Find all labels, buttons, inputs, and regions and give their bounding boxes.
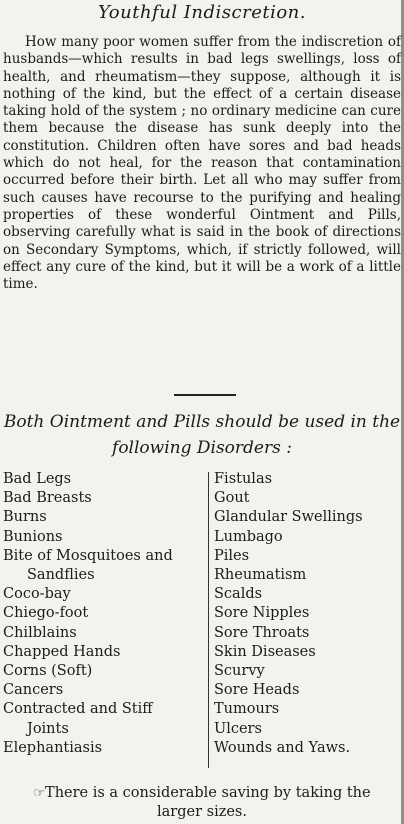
disorders-heading-line2: following Disorders : xyxy=(112,438,292,458)
disorders-list-left xyxy=(3,470,209,758)
disorder-item: Corns (Soft) xyxy=(3,663,93,680)
disorders-list-right xyxy=(214,470,402,758)
disorders-heading-line1: Both Ointment and Pills should be used in the xyxy=(3,412,401,432)
disorder-item: Bite of Mosquitoes and xyxy=(3,547,173,564)
disorder-item: Sore Throats xyxy=(214,624,310,641)
disorder-item: Glandular Swellings xyxy=(214,509,363,526)
pointing-hand-icon: ☞ xyxy=(33,786,46,801)
column-divider xyxy=(208,472,209,768)
disorder-item: Piles xyxy=(214,547,250,564)
disorder-item: Bad Breasts xyxy=(3,490,92,507)
disorder-item: Wounds and Yaws. xyxy=(214,739,351,756)
disorder-item: Chilblains xyxy=(3,624,77,641)
saving-note-line2: larger sizes. xyxy=(157,804,247,820)
section-divider xyxy=(174,394,236,396)
disorder-item: Sore Nipples xyxy=(214,605,310,622)
disorder-item: Ulcers xyxy=(214,720,262,737)
disorder-item: Sandflies xyxy=(27,567,95,584)
disorder-item: Scurvy xyxy=(214,663,265,680)
disorder-item: Sore Heads xyxy=(214,682,300,699)
disorder-item: Rheumatism xyxy=(214,567,307,584)
disorder-item: Gout xyxy=(214,490,250,507)
disorder-item: Coco-bay xyxy=(3,586,71,603)
saving-note xyxy=(0,784,404,821)
disorder-item: Chapped Hands xyxy=(3,643,121,660)
disorder-item: Bad Legs xyxy=(3,471,72,487)
disorder-item: Skin Diseases xyxy=(214,643,316,660)
article-title: Youthful Indiscretion. xyxy=(97,2,306,23)
disorder-item: Scalds xyxy=(214,586,263,603)
disorder-item: Tumours xyxy=(214,701,280,718)
disorder-item: Burns xyxy=(3,509,47,526)
disorder-item: Fistulas xyxy=(214,471,273,487)
disorder-item: Bunions xyxy=(3,528,63,545)
disorder-item: Contracted and Stiff xyxy=(3,701,153,718)
disorder-item: Lumbago xyxy=(214,528,283,545)
saving-note-line1: There is a considerable saving by taking the xyxy=(45,785,371,801)
disorder-item: Elephantiasis xyxy=(3,739,103,756)
disorder-item: Cancers xyxy=(3,682,64,699)
disorder-item: Joints xyxy=(27,720,69,737)
article-paragraph: How many poor women suffer from the indiscretion of husbands—which results in bad legs swellings, loss of health, and rheumatism—they suppose, although it is nothing of the kind, but the effect of a certain disease taking hold of the system ; no ordinary medicine can cure them because the disease has sunk deeply into the constitution. Children often have sores and bad heads which do not heal, for the reason that contamination occurred before their birth. Let all who may suffer from such causes have recourse to the purifying and healing properties of these wonderful Ointment and Pills, observing carefully what is said in the book of directions on Secondary Symptoms, which, if strictly followed, will effect any cure of the kind, but it will be a work of a little time. xyxy=(3,34,401,293)
disorder-item: Chiego-foot xyxy=(3,605,89,622)
